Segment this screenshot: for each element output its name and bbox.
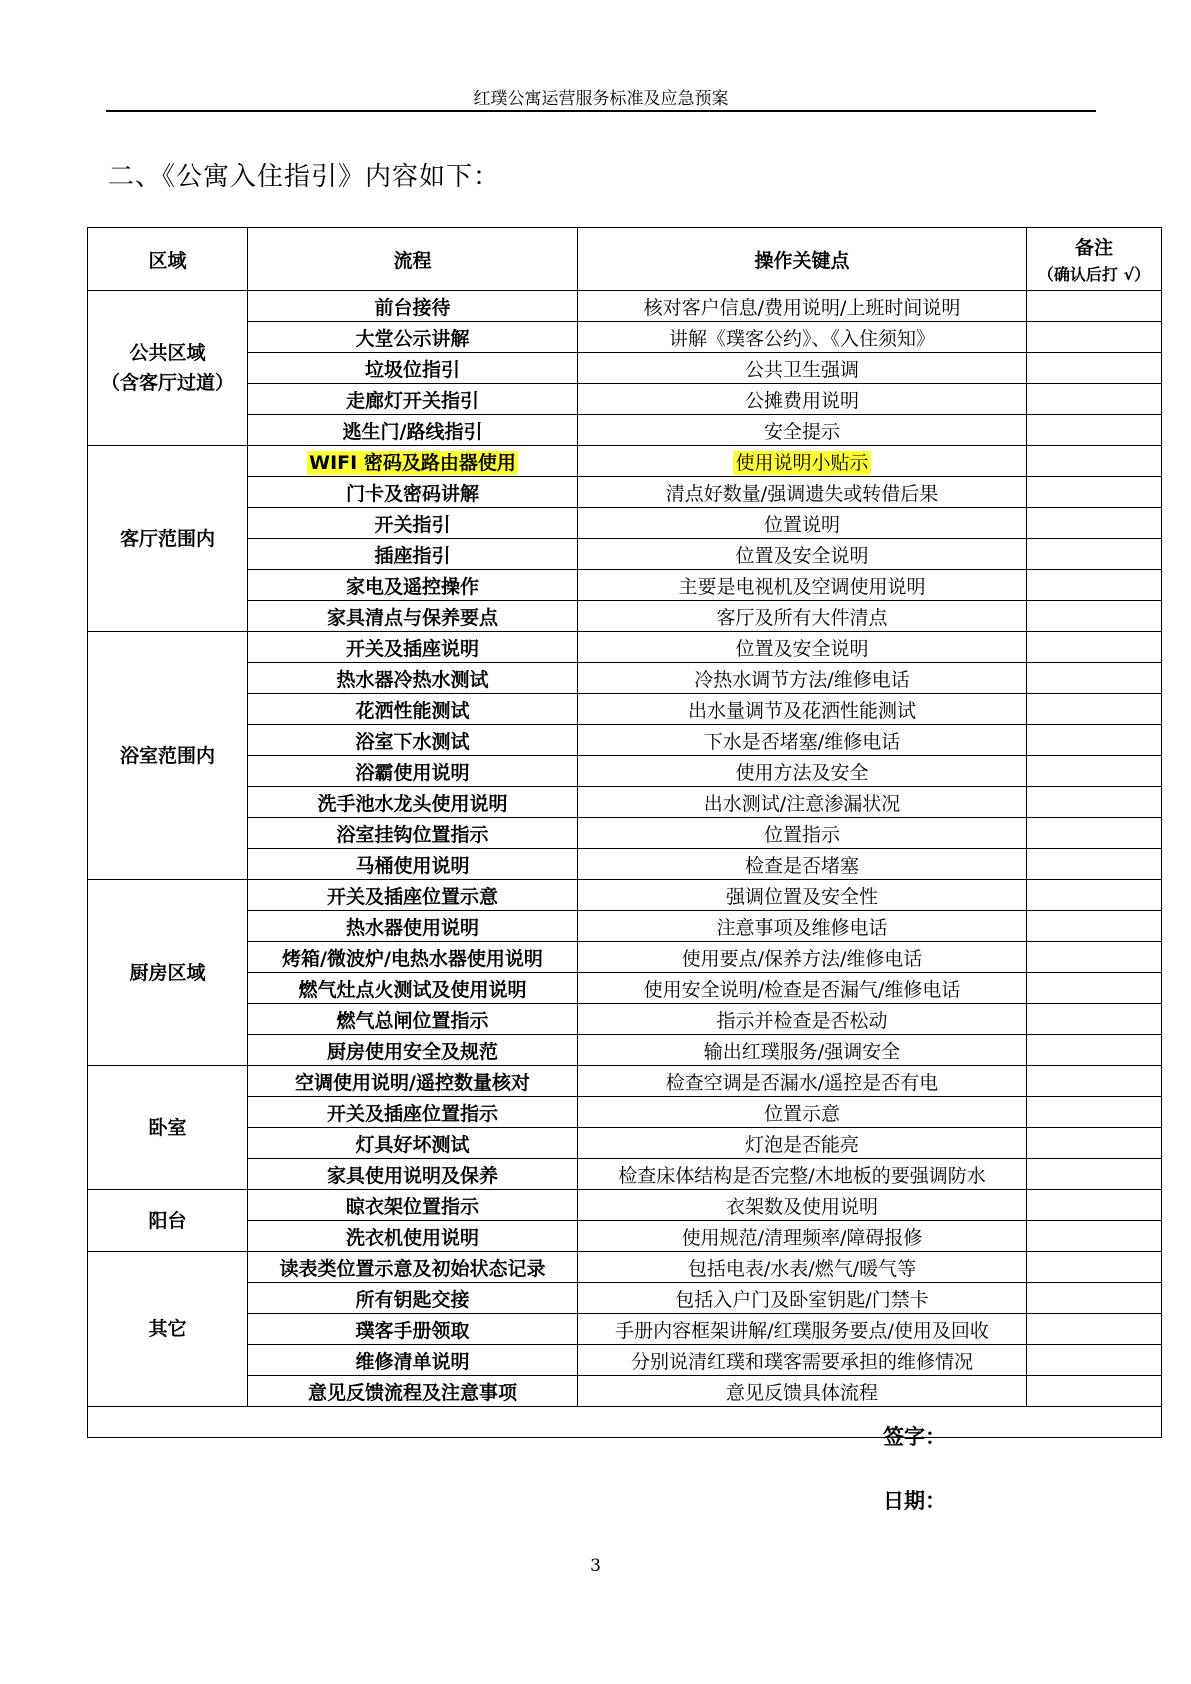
key-point-cell: 注意事项及维修电话 [578, 911, 1027, 942]
table-row [88, 508, 1162, 539]
area-cell: 厨房区域 [88, 880, 248, 1066]
key-point-cell: 使用规范/清理频率/障碍报修 [578, 1221, 1027, 1252]
key-point-cell: 冷热水调节方法/维修电话 [578, 663, 1027, 694]
table-row [88, 353, 1162, 384]
page-header: 红璞公寓运营服务标准及应急预案 [473, 89, 729, 109]
flow-cell: 晾衣架位置指示 [248, 1190, 578, 1221]
highlighted-flow-text: WIFI 密码及路由器使用 [309, 451, 516, 474]
note-cell[interactable] [1027, 880, 1162, 911]
note-cell[interactable] [1027, 1314, 1162, 1345]
table-body [88, 291, 1162, 1407]
flow-cell: 插座指引 [248, 539, 578, 570]
note-cell[interactable] [1027, 570, 1162, 601]
table-row [88, 291, 1162, 322]
header-flow: 流程 [248, 228, 578, 291]
table-row [88, 849, 1162, 880]
note-cell[interactable] [1027, 1283, 1162, 1314]
flow-cell: 浴室挂钩位置指示 [248, 818, 578, 849]
note-cell[interactable] [1027, 477, 1162, 508]
flow-cell: 空调使用说明/遥控数量核对 [248, 1066, 578, 1097]
table-row [88, 477, 1162, 508]
table-row [88, 446, 1162, 477]
note-cell[interactable] [1027, 384, 1162, 415]
key-point-cell: 位置说明 [578, 508, 1027, 539]
key-point-cell: 使用方法及安全 [578, 756, 1027, 787]
highlighted-key-text: 使用说明小贴示 [735, 451, 869, 474]
key-point-cell: 位置示意 [578, 1097, 1027, 1128]
table-row [88, 1221, 1162, 1252]
note-cell[interactable] [1027, 415, 1162, 446]
table-row [88, 1376, 1162, 1407]
header-note [1027, 228, 1162, 291]
flow-cell: 维修清单说明 [248, 1345, 578, 1376]
flow-cell: 马桶使用说明 [248, 849, 578, 880]
key-point-cell: 衣架数及使用说明 [578, 1190, 1027, 1221]
key-point-cell: 分别说清红璞和璞客需要承担的维修情况 [578, 1345, 1027, 1376]
key-point-cell: 检查空调是否漏水/遥控是否有电 [578, 1066, 1027, 1097]
table-header-row [88, 228, 1162, 291]
table-row [88, 384, 1162, 415]
key-point-cell: 安全提示 [578, 415, 1027, 446]
date-label: 日期： [883, 1489, 946, 1513]
table-row [88, 1066, 1162, 1097]
table-row [88, 880, 1162, 911]
header-key-points: 操作关键点 [578, 228, 1027, 291]
note-cell[interactable] [1027, 1159, 1162, 1190]
flow-cell: 走廊灯开关指引 [248, 384, 578, 415]
flow-cell: 洗衣机使用说明 [248, 1221, 578, 1252]
table-row [88, 1159, 1162, 1190]
key-point-cell: 强调位置及安全性 [578, 880, 1027, 911]
key-point-cell: 位置及安全说明 [578, 539, 1027, 570]
flow-cell: 浴室下水测试 [248, 725, 578, 756]
key-point-cell: 核对客户信息/费用说明/上班时间说明 [578, 291, 1027, 322]
note-cell[interactable] [1027, 1221, 1162, 1252]
table-row [88, 1252, 1162, 1283]
note-cell[interactable] [1027, 1128, 1162, 1159]
table-row [88, 1128, 1162, 1159]
table-row [88, 756, 1162, 787]
flow-cell: 逃生门/路线指引 [248, 415, 578, 446]
table-row [88, 632, 1162, 663]
area-cell: 公共区域 （含客厅过道） [88, 291, 248, 446]
flow-cell: 灯具好坏测试 [248, 1128, 578, 1159]
flow-cell: 读表类位置示意及初始状态记录 [248, 1252, 578, 1283]
key-point-cell: 出水测试/注意渗漏状况 [578, 787, 1027, 818]
note-cell[interactable] [1027, 1190, 1162, 1221]
note-cell[interactable] [1027, 601, 1162, 632]
key-point-cell: 位置及安全说明 [578, 632, 1027, 663]
flow-cell: 燃气灶点火测试及使用说明 [248, 973, 578, 1004]
note-cell[interactable] [1027, 508, 1162, 539]
table-row [88, 1190, 1162, 1221]
table-row [88, 942, 1162, 973]
note-cell[interactable] [1027, 663, 1162, 694]
key-point-cell: 位置指示 [578, 818, 1027, 849]
area-cell: 浴室范围内 [88, 632, 248, 880]
note-cell[interactable] [1027, 446, 1162, 477]
table-row [88, 601, 1162, 632]
note-cell[interactable] [1027, 1035, 1162, 1066]
flow-cell: 家具使用说明及保养 [248, 1159, 578, 1190]
flow-cell: 洗手池水龙头使用说明 [248, 787, 578, 818]
table-row [88, 1035, 1162, 1066]
header-divider [106, 110, 1096, 112]
signature-row [88, 1407, 1162, 1438]
note-cell[interactable] [1027, 942, 1162, 973]
table-row [88, 1283, 1162, 1314]
note-cell[interactable] [1027, 1066, 1162, 1097]
note-cell[interactable] [1027, 291, 1162, 322]
flow-cell: 家具清点与保养要点 [248, 601, 578, 632]
section-title: 二、《公寓入住指引》内容如下： [108, 162, 501, 192]
note-cell[interactable] [1027, 911, 1162, 942]
key-point-cell: 客厅及所有大件清点 [578, 601, 1027, 632]
table-row [88, 415, 1162, 446]
flow-cell: 烤箱/微波炉/电热水器使用说明 [248, 942, 578, 973]
note-cell[interactable] [1027, 632, 1162, 663]
flow-cell: 开关及插座位置示意 [248, 880, 578, 911]
flow-cell: 大堂公示讲解 [248, 322, 578, 353]
table-row [88, 322, 1162, 353]
key-point-cell: 使用安全说明/检查是否漏气/维修电话 [578, 973, 1027, 1004]
flow-cell: 花洒性能测试 [248, 694, 578, 725]
area-cell: 客厅范围内 [88, 446, 248, 632]
note-cell[interactable] [1027, 1252, 1162, 1283]
note-cell[interactable] [1027, 1345, 1162, 1376]
area-cell: 其它 [88, 1252, 248, 1407]
sign-label: 签字： [883, 1425, 946, 1449]
note-cell[interactable] [1027, 818, 1162, 849]
key-point-cell: 包括电表/水表/燃气/暖气等 [578, 1252, 1027, 1283]
key-point-cell: 出水量调节及花洒性能测试 [578, 694, 1027, 725]
note-cell[interactable] [1027, 1097, 1162, 1128]
key-point-cell: 公共卫生强调 [578, 353, 1027, 384]
header-area: 区域 [88, 228, 248, 291]
note-cell[interactable] [1027, 353, 1162, 384]
flow-cell: 所有钥匙交接 [248, 1283, 578, 1314]
flow-cell: 开关及插座位置指示 [248, 1097, 578, 1128]
flow-cell [248, 446, 578, 477]
note-cell[interactable] [1027, 694, 1162, 725]
table-row [88, 818, 1162, 849]
page-number: 3 [590, 1556, 601, 1576]
note-cell[interactable] [1027, 539, 1162, 570]
note-cell[interactable] [1027, 787, 1162, 818]
flow-cell: 开关及插座说明 [248, 632, 578, 663]
key-point-cell: 下水是否堵塞/维修电话 [578, 725, 1027, 756]
key-point-cell: 手册内容框架讲解/红璞服务要点/使用及回收 [578, 1314, 1027, 1345]
flow-cell: 前台接待 [248, 291, 578, 322]
table-row [88, 973, 1162, 1004]
flow-cell: 热水器使用说明 [248, 911, 578, 942]
table-row [88, 1314, 1162, 1345]
area-cell: 卧室 [88, 1066, 248, 1190]
key-point-cell: 讲解《璞客公约》、《入住须知》 [578, 322, 1027, 353]
note-cell[interactable] [1027, 849, 1162, 880]
note-cell[interactable] [1027, 1376, 1162, 1407]
table-row [88, 1345, 1162, 1376]
table-row [88, 694, 1162, 725]
table-row [88, 1004, 1162, 1035]
key-point-cell [578, 446, 1027, 477]
header-note-title: 备注 [1074, 236, 1113, 259]
checkin-guide-table [87, 227, 1162, 1513]
note-cell[interactable] [1027, 1004, 1162, 1035]
table-row [88, 570, 1162, 601]
flow-cell: 家电及遥控操作 [248, 570, 578, 601]
area-cell: 阳台 [88, 1190, 248, 1252]
note-cell[interactable] [1027, 756, 1162, 787]
key-point-cell: 检查是否堵塞 [578, 849, 1027, 880]
table-row [88, 911, 1162, 942]
key-point-cell: 使用要点/保养方法/维修电话 [578, 942, 1027, 973]
flow-cell: 热水器冷热水测试 [248, 663, 578, 694]
key-point-cell: 检查床体结构是否完整/木地板的要强调防水 [578, 1159, 1027, 1190]
table-row [88, 539, 1162, 570]
key-point-cell: 清点好数量/强调遗失或转借后果 [578, 477, 1027, 508]
note-cell[interactable] [1027, 725, 1162, 756]
key-point-cell: 主要是电视机及空调使用说明 [578, 570, 1027, 601]
signature-cell [88, 1407, 1162, 1513]
note-cell[interactable] [1027, 973, 1162, 1004]
header-note-sub: （确认后打 √） [1037, 264, 1151, 284]
table-row [88, 663, 1162, 694]
flow-cell: 门卡及密码讲解 [248, 477, 578, 508]
flow-cell: 开关指引 [248, 508, 578, 539]
key-point-cell: 公摊费用说明 [578, 384, 1027, 415]
table-row [88, 787, 1162, 818]
flow-cell: 浴霸使用说明 [248, 756, 578, 787]
key-point-cell: 包括入户门及卧室钥匙/门禁卡 [578, 1283, 1027, 1314]
flow-cell: 垃圾位指引 [248, 353, 578, 384]
key-point-cell: 意见反馈具体流程 [578, 1376, 1027, 1407]
table-row [88, 1097, 1162, 1128]
table-row [88, 725, 1162, 756]
flow-cell: 意见反馈流程及注意事项 [248, 1376, 578, 1407]
flow-cell: 厨房使用安全及规范 [248, 1035, 578, 1066]
flow-cell: 璞客手册领取 [248, 1314, 578, 1345]
flow-cell: 燃气总闸位置指示 [248, 1004, 578, 1035]
note-cell[interactable] [1027, 322, 1162, 353]
key-point-cell: 灯泡是否能亮 [578, 1128, 1027, 1159]
key-point-cell: 指示并检查是否松动 [578, 1004, 1027, 1035]
key-point-cell: 输出红璞服务/强调安全 [578, 1035, 1027, 1066]
